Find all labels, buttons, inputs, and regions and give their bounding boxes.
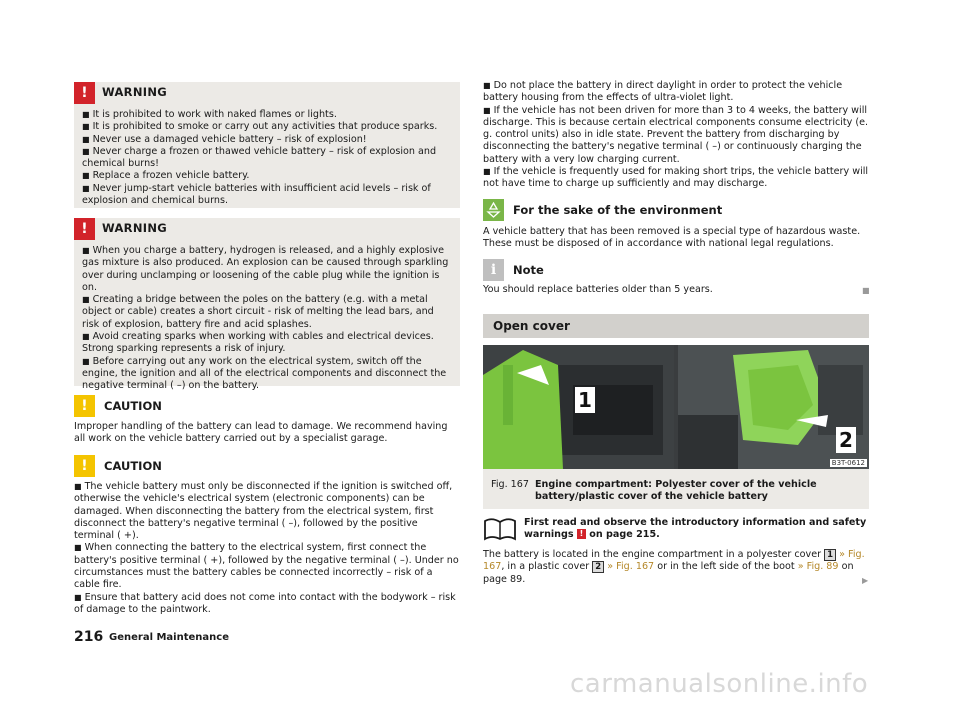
callout-1: 1 — [575, 387, 595, 413]
list-item: ■ Replace a frozen vehicle battery. — [82, 170, 250, 182]
caution-icon: ! — [74, 395, 95, 417]
info-icon: i — [483, 259, 504, 281]
warning-header — [74, 82, 460, 104]
warning-box-1 — [74, 82, 460, 208]
bullet-icon: ■ — [82, 110, 90, 119]
watermark: carmanualsonline.info — [570, 669, 869, 699]
section-heading — [483, 314, 869, 338]
caution-icon: ! — [74, 455, 95, 477]
bullet-icon: ■ — [82, 183, 90, 193]
figure-panel-polyester-cover — [483, 345, 674, 469]
bullet-icon: ■ — [74, 482, 82, 491]
figure-caption-text: Engine compartment: Polyester cover of the vehicle battery/plastic cover of the vehicle battery — [535, 479, 817, 503]
book-icon — [483, 517, 517, 541]
note-text: You should replace batteries older than 5 years. — [483, 284, 713, 295]
warning-body — [82, 109, 452, 207]
figure-number: Fig. 167 — [491, 479, 529, 490]
bullet-icon: ■ — [74, 592, 82, 602]
warning-box-2 — [74, 218, 460, 392]
environment-title: For the sake of the environment — [513, 203, 723, 217]
caution-title: CAUTION — [104, 459, 162, 473]
bullet-icon: ■ — [82, 146, 90, 156]
list-item: ■ Creating a bridge between the poles on the battery (e.g. with a metal object or cable) creates a short circuit - risk of melting the lead bars, and risk of explosion, battery fire and acid splashes. — [82, 294, 434, 330]
warning-title: WARNING — [102, 221, 167, 235]
bullet-icon: ■ — [74, 543, 82, 553]
environment-text: A vehicle battery that has been removed is a special type of hazardous waste. These must be disposed of in accordance with national legal regulations. — [483, 226, 861, 250]
callout-2: 2 — [836, 427, 856, 453]
end-marker-icon: ■ — [862, 286, 870, 295]
list-item: ■ Before carrying out any work on the electrical system, switch off the engine, the ignition and all of the electrical components and disconnect the negative terminal ( –) on the battery. — [82, 355, 447, 392]
figure-167 — [483, 345, 869, 469]
bullet-icon: ■ — [82, 332, 90, 342]
warning-icon: ! — [74, 218, 95, 240]
bullet-icon: ■ — [82, 295, 90, 305]
first-read-notice: First read and observe the introductory information and safety warnings ! on page 215. — [524, 517, 867, 541]
caution-text-2 — [74, 481, 460, 616]
caution-header-2 — [74, 455, 460, 477]
figure-code: B3T-0612 — [831, 459, 865, 467]
list-item: ■ If the vehicle has not been driven for more than 3 to 4 weeks, the battery will discharge. This is because certain electrical components consume electricity (e. g. control units) also in idle state. Prevent the battery from discharging by disconnecting the battery's negative terminal ( –) or continuously charging the battery with a very low charging current. — [483, 104, 869, 165]
fig-link-1[interactable]: » Fig. 167 — [483, 549, 865, 573]
bullet-icon: ■ — [483, 81, 491, 90]
recycle-icon — [483, 199, 504, 221]
caution-title: CAUTION — [104, 399, 162, 413]
note-title: Note — [513, 263, 544, 277]
bullet-icon: ■ — [82, 356, 90, 366]
fig-link-3[interactable]: » Fig. 89 — [797, 561, 839, 573]
section-title: Open cover — [493, 319, 570, 333]
caution-text-1: Improper handling of the battery can lead to damage. We recommend having all work on the vehicle battery carried out by a specialist garage. — [74, 421, 448, 445]
page-number: 216 — [74, 629, 104, 645]
list-item: ■ It is prohibited to work with naked flames or lights. — [82, 109, 337, 120]
page-section: General Maintenance — [109, 632, 229, 643]
battery-bullets — [483, 80, 869, 191]
list-item: ■ The vehicle battery must only be disconnected if the ignition is switched off, otherwise the vehicle's electrical system (electronic components) can be damaged. When disconnecting the battery from the electrical system, first disconnect the battery's negative terminal ( –), followed by the positive terminal ( +). — [74, 481, 453, 542]
warning-icon: ! — [74, 82, 95, 104]
list-item: ■ Do not place the battery in direct daylight in order to protect the vehicle battery housing from the effects of ultra-violet light. — [483, 80, 843, 104]
list-item: ■ When you charge a battery, hydrogen is released, and a highly explosive gas mixture is also produced. An explosion can be caused through sparkling over during unclamping or loosening of the cable plug while the ignition is on. — [82, 245, 449, 293]
list-item: ■ Never jump-start vehicle batteries with insufficient acid levels – risk of explosion and chemical burns. — [82, 182, 431, 207]
body-paragraph: The battery is located in the engine compartment in a polyester cover 1 » Fig. 167, in a plastic cover 2 » Fig. 167 or in the left side of the boot » Fig. 89 on page 89. — [483, 549, 865, 585]
bullet-icon: ■ — [82, 122, 90, 132]
warning-header — [74, 218, 460, 240]
list-item: ■ Never charge a frozen or thawed vehicle battery – risk of explosion and chemical burns! — [82, 145, 437, 170]
bullet-icon: ■ — [483, 167, 491, 177]
caution-header-1 — [74, 395, 460, 417]
figure-caption — [483, 469, 869, 509]
reference-2: 2 — [592, 561, 604, 573]
warning-title: WARNING — [102, 85, 167, 99]
list-item: ■ Ensure that battery acid does not come into contact with the bodywork – risk of damage to the paintwork. — [74, 591, 456, 615]
fig-link-2[interactable]: » Fig. 167 — [607, 561, 655, 573]
figure-panel-plastic-cover — [678, 345, 869, 469]
warning-body — [82, 245, 452, 393]
bullet-icon: ■ — [82, 246, 90, 255]
bullet-icon: ■ — [483, 105, 491, 115]
list-item: ■ Never use a damaged vehicle battery – risk of explosion! — [82, 133, 367, 145]
bullet-icon: ■ — [82, 171, 90, 181]
list-item: ■ Avoid creating sparks when working with cables and electrical devices. Strong sparking represents a risk of injury. — [82, 331, 434, 355]
list-item: ■ It is prohibited to smoke or carry out any activities that produce sparks. — [82, 121, 438, 133]
bullet-icon: ■ — [82, 134, 90, 144]
list-item: ■ When connecting the battery to the electrical system, first connect the battery's positive terminal ( +), followed by the negative terminal ( –). Under no circumstances must the battery cables be connected incorrectly – risk of a cable fire. — [74, 542, 459, 591]
reference-1: 1 — [824, 549, 836, 561]
list-item: ■ If the vehicle is frequently used for making short trips, the vehicle battery will not have time to charge up sufficiently and may discharge. — [483, 166, 869, 190]
warning-icon: ! — [577, 529, 586, 539]
continue-arrow-icon: ▶ — [862, 576, 869, 585]
